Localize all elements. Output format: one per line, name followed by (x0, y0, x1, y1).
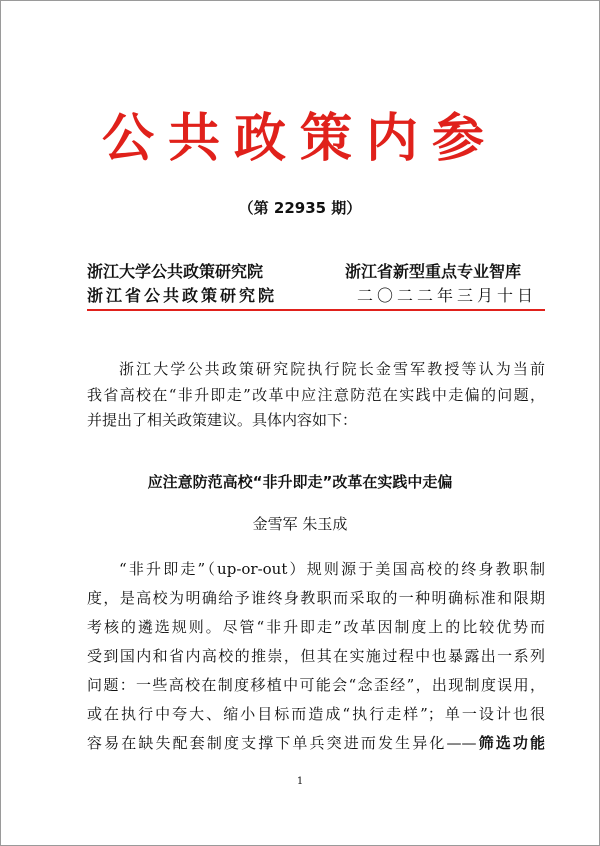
issue-number: （第 22935 期） (238, 199, 362, 217)
body-emphasis: 筛选功能 (476, 734, 545, 752)
publisher-left-line2: 浙江省公共政策研究院 (87, 286, 278, 305)
publish-date: 二〇二二年三月十日 (357, 286, 538, 305)
body-line: 问题：一些高校在制度移植中可能会“念歪经”，出现制度误用， (87, 676, 545, 694)
intro-line: 并提出了相关政策建议。具体内容如下： (87, 411, 358, 429)
intro-line: 我省高校在“非升即走”改革中应注意防范在实践中走偏的问题， (87, 385, 545, 404)
body-line-text: 容易在缺失配套制度支撑下单兵突进而发生异化—— (87, 734, 477, 752)
article-body (87, 555, 545, 758)
article-title: 应注意防范高校“非升即走”改革在实践中走偏 (147, 473, 453, 491)
intro-line: 浙江大学公共政策研究院执行院长金雪军教授等认为当前 (119, 360, 545, 378)
page-number: 1 (296, 776, 304, 787)
article-authors: 金雪军 朱玉成 (252, 515, 348, 533)
header-divider (87, 309, 545, 311)
body-line: “非升即走”（up-or-out）规则源于美国高校的终身教职制 (119, 560, 545, 578)
body-line: 受到国内和省内高校的推崇，但其在实施过程中也暴露出一系列 (87, 647, 545, 665)
body-line: 度，是高校为明确给予谁终身教职而采取的一种明确标准和限期 (87, 589, 545, 607)
body-line: 或在执行中夸大、缩小目标而造成“执行走样”；单一设计也很 (87, 705, 545, 723)
body-line-final (87, 729, 545, 758)
publisher-left-line1: 浙江大学公共政策研究院 (87, 262, 264, 281)
publisher-right-line1: 浙江省新型重点专业智库 (345, 262, 522, 281)
body-line: 考核的遴选规则。尽管“非升即走”改革因制度上的比较优势而 (87, 618, 545, 636)
masthead-title: 公共政策内参 (101, 109, 498, 169)
intro-paragraph (87, 357, 545, 434)
